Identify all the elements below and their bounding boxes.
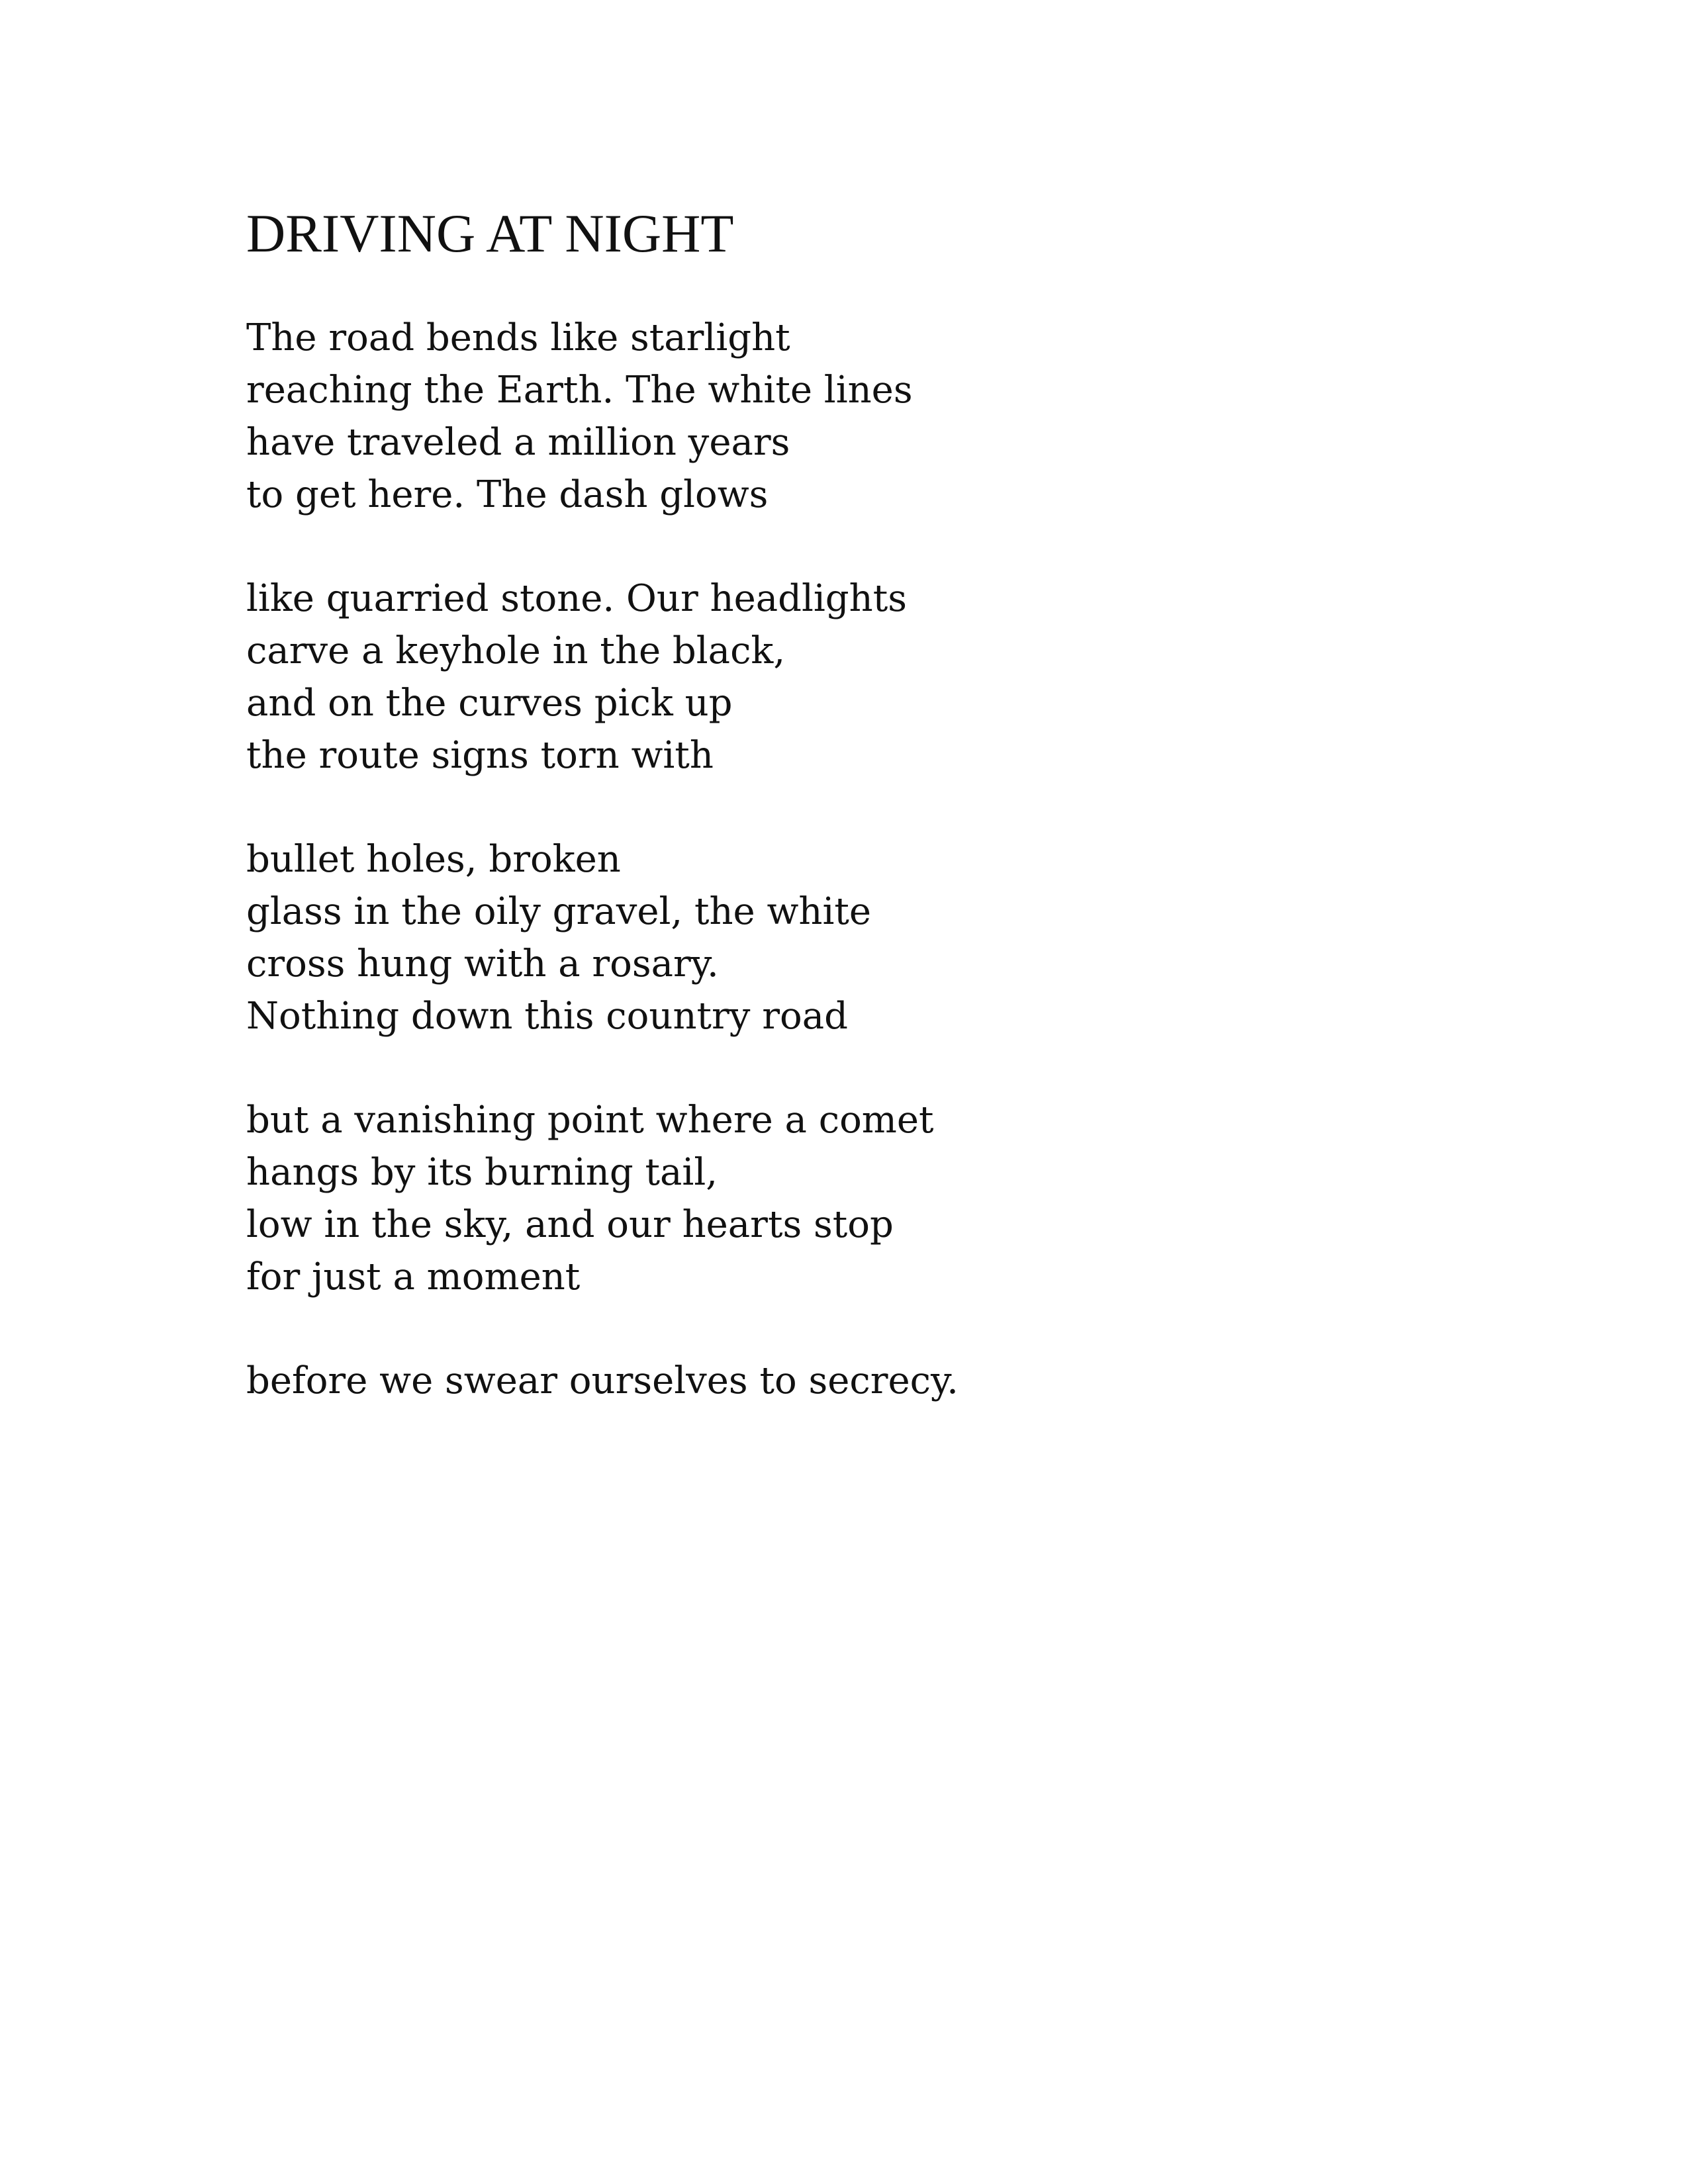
poem-page <box>246 202 1504 1459</box>
poem-line: glass in the oily gravel, the white <box>246 890 872 933</box>
poem-line: bullet holes, broken <box>246 838 621 881</box>
stanza-2 <box>246 572 1504 782</box>
poem-line: but a vanishing point where a comet <box>246 1099 934 1142</box>
poem-line: cross hung with a rosary. <box>246 942 719 985</box>
poem-line: Nothing down this country road <box>246 995 848 1038</box>
poem-line: carve a keyhole in the black, <box>246 629 786 672</box>
poem-line: before we swear ourselves to secrecy. <box>246 1359 959 1402</box>
stanza-4 <box>246 1094 1504 1303</box>
poem-line: for just a moment <box>246 1255 581 1298</box>
poem-line: like quarried stone. Our headlights <box>246 577 907 620</box>
poem-line: and on the curves pick up <box>246 682 733 725</box>
poem-line: The road bends like starlight <box>246 316 790 359</box>
poem-line: the route signs torn with <box>246 734 714 777</box>
poem-line: have traveled a million years <box>246 421 790 464</box>
poem-line: to get here. The dash glows <box>246 473 769 516</box>
poem-line: low in the sky, and our hearts stop <box>246 1203 894 1246</box>
poem-line: hangs by its burning tail, <box>246 1151 718 1194</box>
stanza-1 <box>246 312 1504 521</box>
poem-line: reaching the Earth. The white lines <box>246 369 913 412</box>
poem-title: DRIVING AT NIGHT <box>246 203 734 263</box>
stanza-5 <box>246 1355 1504 1407</box>
stanza-3 <box>246 833 1504 1042</box>
